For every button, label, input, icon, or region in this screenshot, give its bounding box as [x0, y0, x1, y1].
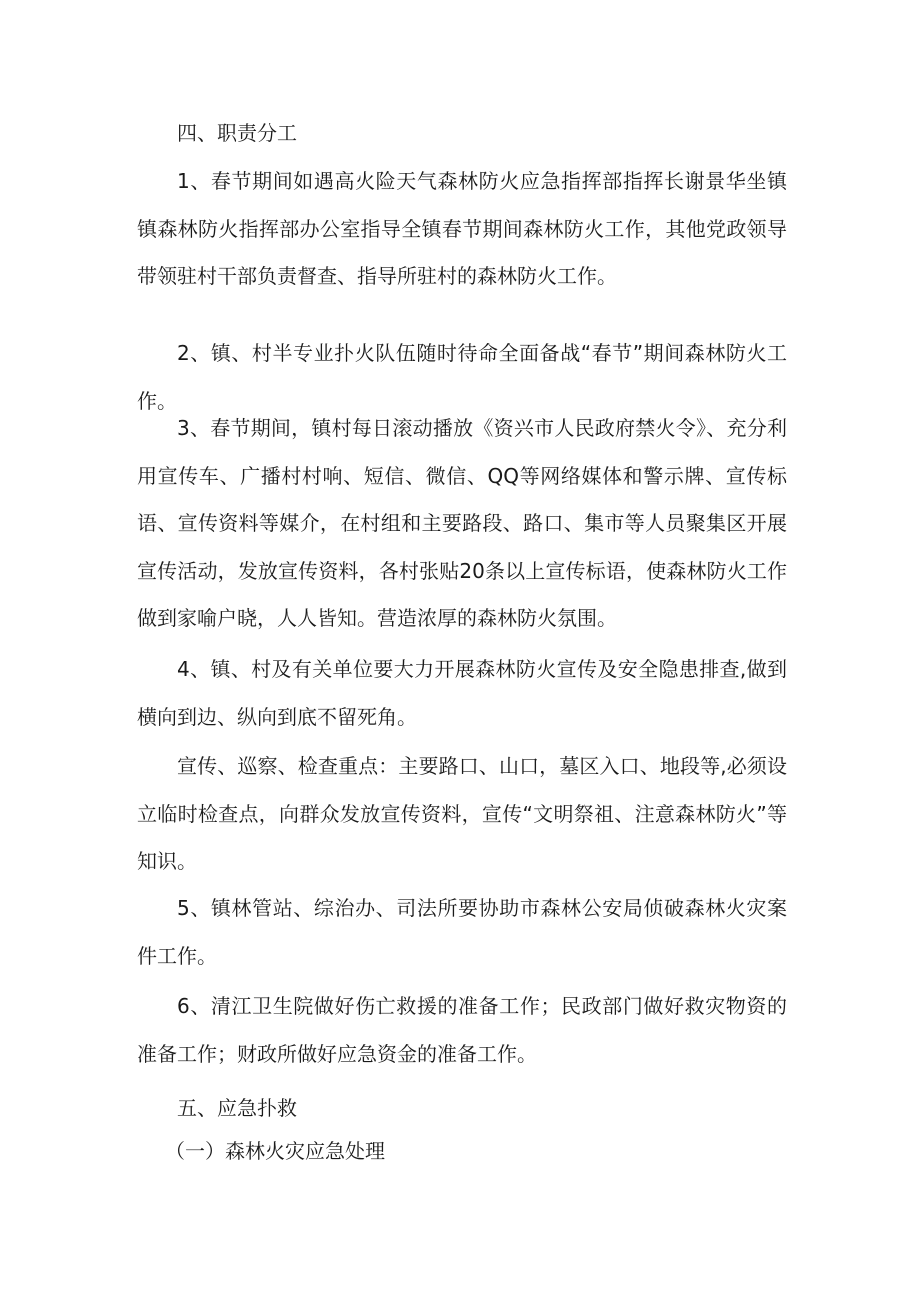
paragraph-6: 6、清江卫生院做好伤亡救援的准备工作；民政部门做好救灾物资的准备工作；财政所做好应急资金的准备工作。 [137, 994, 787, 1066]
paragraph-2: 2、镇、村半专业扑火队伍随时待命全面备战“春节”期间森林防火工作。 [137, 341, 787, 413]
section-heading-5: 五、应急扑救 [177, 1096, 297, 1120]
paragraph-4: 4、镇、村及有关单位要大力开展森林防火宣传及安全隐患排查,做到横向到边、纵向到底不留死角。 [137, 657, 787, 729]
paragraph-4-focus-points: 宣传、巡察、检查重点：主要路口、山口，墓区入口、地段等,必须设立临时检查点，向群众发放宣传资料，宣传“文明祭祖、注意森林防火”等知识。 [137, 754, 787, 873]
paragraph-1: 1、春节期间如遇高火险天气森林防火应急指挥部指挥长谢景华坐镇镇森林防火指挥部办公室指导全镇春节期间森林防火工作，其他党政领导带领驻村干部负责督查、指导所驻村的森林防火工作。 [137, 169, 787, 288]
section-heading-4: 四、职责分工 [177, 121, 297, 145]
paragraph-3: 3、春节期间，镇村每日滚动播放《资兴市人民政府禁火令》、充分利用宣传车、广播村村响、短信、微信、QQ等网络媒体和警示牌、宣传标语、宣传资料等媒介，在村组和主要路段、路口、集市等人员聚集区开展宣传活动，发放宣传资料，各村张贴20条以上宣传标语，使森林防火工作做到家喻户晓，人人皆知。营造浓厚的森林防火氛围。 [137, 416, 787, 630]
subsection-heading-1: （一）森林火灾应急处理 [165, 1139, 385, 1163]
paragraph-5: 5、镇林管站、综治办、司法所要协助市森林公安局侦破森林火灾案件工作。 [137, 896, 787, 968]
